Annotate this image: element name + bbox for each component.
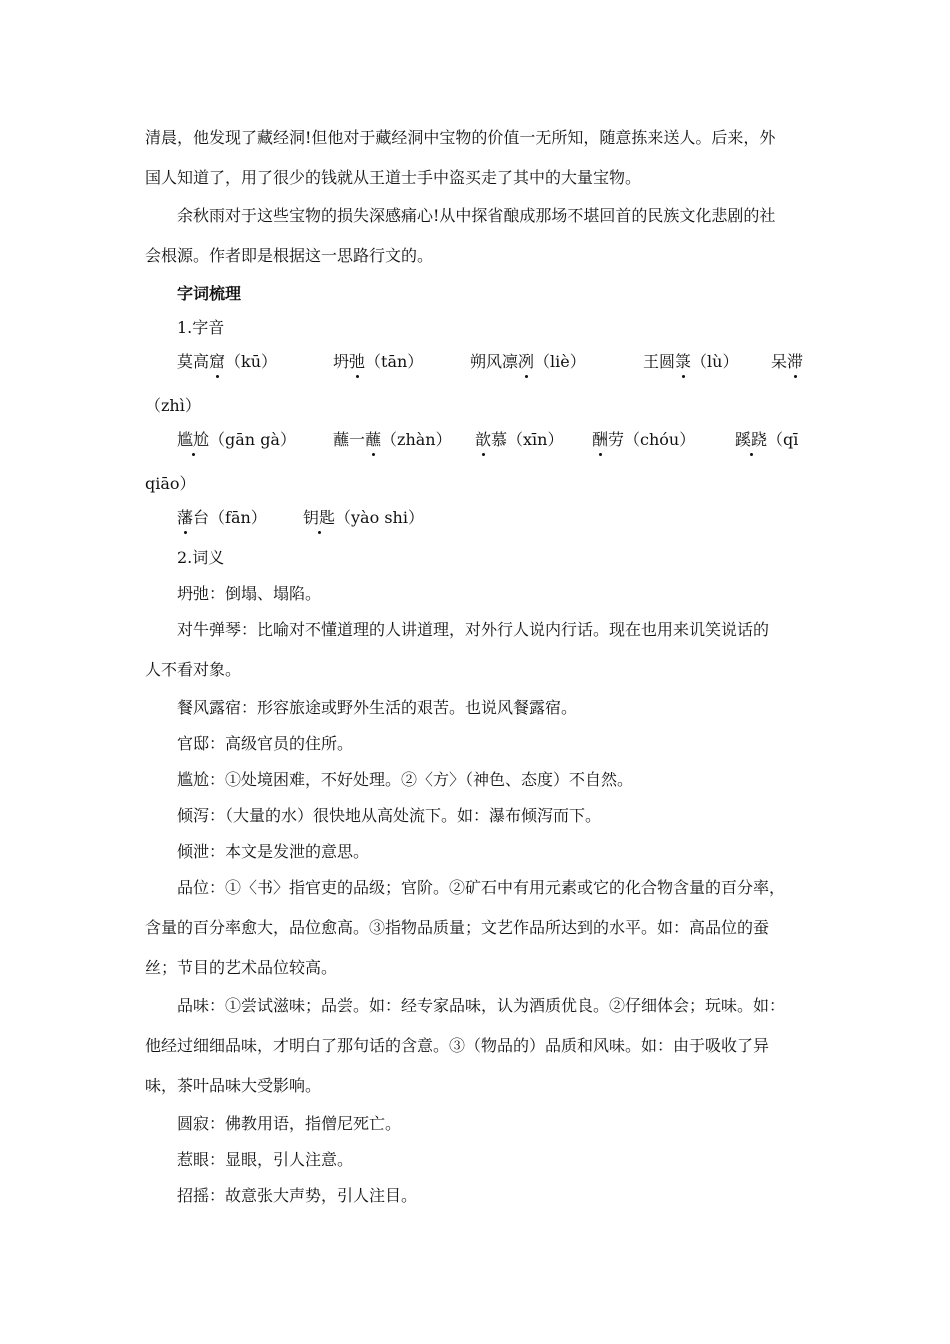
definition-line: 含量的百分率愈大，品位愈高。③指物品质量；文艺作品所达到的水平。如：高品位的蚕 <box>145 918 770 937</box>
pinyin-entry: 莫高窟（kū） <box>177 352 278 371</box>
definition-line: 惹眼：显眼，引人注意。 <box>177 1150 354 1169</box>
paragraph-line: 余秋雨对于这些宝物的损失深感痛心!从中探省酿成那场不堪回首的民族文化悲剧的社 <box>177 206 776 225</box>
definition-line: 尴尬：①处境困难，不好处理。②〈方〉（神色、态度）不自然。 <box>177 770 634 789</box>
definition-line: 招摇：故意张大声势，引人注目。 <box>177 1186 418 1205</box>
paragraph-line: 清晨，他发现了藏经洞!但他对于藏经洞中宝物的价值一无所知，随意拣来送人。后来，外 <box>145 128 776 147</box>
pinyin-entry: 酬劳（chóu） <box>592 430 696 449</box>
pinyin-entry: 钥匙（yào shi） <box>303 508 424 527</box>
pinyin-entry: 坍弛（tān） <box>333 352 424 371</box>
definition-line: 品味：①尝试滋味；品尝。如：经专家品味，认为酒质优良。②仔细体会；玩味。如： <box>177 996 786 1015</box>
definition-line: 倾泄：本文是发泄的意思。 <box>177 842 370 861</box>
paragraph-line: 会根源。作者即是根据这一思路行文的。 <box>145 246 434 265</box>
definition-line: 对牛弹琴：比喻对不懂道理的人讲道理，对外行人说内行话。现在也用来讥笑说话的 <box>177 620 770 639</box>
pinyin-wrap: qiāo） <box>145 474 196 493</box>
pinyin-entry: 王圆箓（lù） <box>643 352 739 371</box>
pinyin-entry: 蹊跷（qī <box>735 430 799 449</box>
definition-line: 人不看对象。 <box>145 660 242 679</box>
definition-line: 品位：①〈书〉指官吏的品级；官阶。②矿石中有用元素或它的化合物含量的百分率， <box>177 878 786 897</box>
definition-line: 坍弛：倒塌、塌陷。 <box>177 584 322 603</box>
meanings-heading: 2.词义 <box>177 548 225 567</box>
paragraph-line: 国人知道了，用了很少的钱就从王道士手中盗买走了其中的大量宝物。 <box>145 168 642 187</box>
definition-line: 倾泻：（大量的水）很快地从高处流下。如：瀑布倾泻而下。 <box>177 806 602 825</box>
definition-line: 味，茶叶品味大受影响。 <box>145 1076 322 1095</box>
pinyin-entry: 尴尬（gān gà） <box>177 430 296 449</box>
definition-line: 官邸：高级官员的住所。 <box>177 734 354 753</box>
pinyin-entry: 藩台（fān） <box>177 508 267 527</box>
pinyin-entry: 蘸一蘸（zhàn） <box>333 430 452 449</box>
pinyin-entry: 朔风凛冽（liè） <box>470 352 586 371</box>
definition-line: 他经过细细品味，才明白了那句话的含意。③（物品的）品质和风味。如：由于吸收了异 <box>145 1036 770 1055</box>
pinyin-wrap: （zhì） <box>145 396 201 415</box>
definition-line: 圆寂：佛教用语，指僧尼死亡。 <box>177 1114 402 1133</box>
definition-line: 丝；节目的艺术品位较高。 <box>145 958 338 977</box>
pinyin-entry: 歆慕（xīn） <box>475 430 564 449</box>
definition-line: 餐风露宿：形容旅途或野外生活的艰苦。也说风餐露宿。 <box>177 698 578 717</box>
section-title: 字词梳理 <box>177 284 242 303</box>
pinyin-entry: 呆滞 <box>771 352 804 371</box>
pronunciation-heading: 1.字音 <box>177 318 225 337</box>
